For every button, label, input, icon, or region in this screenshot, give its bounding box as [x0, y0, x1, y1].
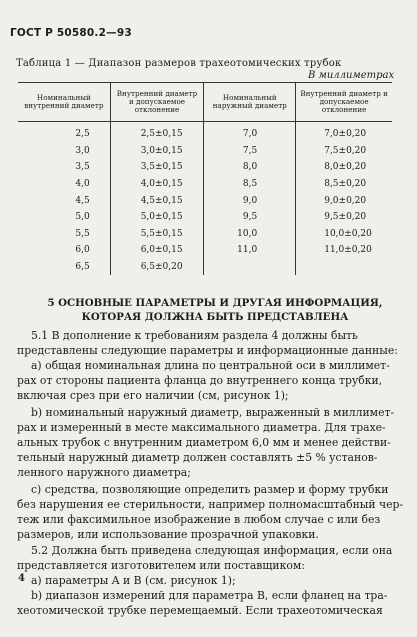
table-cell: 5,5: [75, 228, 90, 239]
table-cell: 6,5: [75, 262, 90, 273]
table-cell: 11,0±0,20: [296, 242, 392, 259]
section-heading-line: КОТОРАЯ ДОЛЖНА БЫТЬ ПРЕДСТАВЛЕНА: [81, 311, 349, 323]
text-line: с) средства, позволяющие определить размер и форму трубки: [31, 483, 389, 496]
table-row: [18, 122, 392, 143]
text-line: размеров, или использование прозрачной упаковки.: [17, 528, 319, 541]
text-line: рах от стороны пациента фланца до внутреннего конца трубки,: [17, 374, 383, 387]
table-cell: [296, 259, 392, 276]
table-cell: 5,0±0,15: [110, 209, 204, 226]
table-cell: 5,5±0,15: [110, 226, 204, 243]
table-cell: 10,0±0,20: [296, 226, 392, 243]
text-line: включая срез при его наличии (см, рисунок 1);: [17, 389, 289, 402]
paragraph-item-c: [17, 482, 404, 542]
paragraph-5-1: [17, 328, 398, 403]
text-line: представляется изготовителем или поставщиком:: [17, 559, 305, 572]
text-line: рах и измеренный в месте максимального диаметра. Для трахе-: [17, 421, 386, 434]
table-cell: 8,0±0,20: [296, 159, 392, 176]
text-line: альных трубок с внутренним диаметром 6,0 мм и менее действи-: [17, 436, 391, 449]
page-number: 4: [18, 573, 25, 584]
table-cell: 7,0±0,20: [296, 122, 392, 143]
table-cell: 9,5: [204, 209, 296, 226]
table-row: [18, 159, 392, 176]
col-header-inner-tolerance: Внутренний диаметр и допускаемое отклонение: [110, 83, 204, 122]
text-line: 5.1 В дополнение к требованиям раздела 4 должны быть: [31, 329, 358, 342]
table-row: [18, 176, 392, 193]
text-line: а) общая номинальная длина по центральной оси в миллимет-: [31, 359, 390, 372]
table-cell: [204, 259, 296, 276]
table-cell: 6,0: [75, 245, 90, 256]
paragraph-item-b: [17, 405, 395, 480]
table-cell: 4,5: [75, 195, 90, 206]
text-line: b) номинальный наружный диаметр, выраженный в миллимет-: [31, 406, 395, 419]
table-cell: 11,0: [204, 242, 296, 259]
section-heading: [40, 296, 390, 324]
text-line: теж или факсимильное изображение в любом случае с или без: [17, 513, 381, 526]
col-header-inner-tolerance-2: Внутренний диаметр и допускаемое отклонение: [296, 83, 392, 122]
table-cell: 4,5±0,15: [110, 192, 204, 209]
table-cell: 8,5±0,20: [296, 176, 392, 193]
table-cell: 8,5: [204, 176, 296, 193]
text-line: тельный наружный диаметр должен составлять ±5 % установ-: [17, 451, 378, 464]
table-cell: 2,5±0,15: [110, 122, 204, 143]
text-line: 5.2 Должна быть приведена следующая информация, если она: [31, 544, 393, 557]
text-line: ленного наружного диаметра;: [17, 466, 191, 479]
table-cell: 7,5±0,20: [296, 143, 392, 160]
table-cell: 5,0: [75, 212, 90, 223]
table-row: [18, 242, 392, 259]
table-cell: 7,0: [204, 122, 296, 143]
table-cell: 6,5±0,20: [110, 259, 204, 276]
table-cell: 10,0: [204, 226, 296, 243]
table-cell: 9,5±0,20: [296, 209, 392, 226]
paragraph-5-2: [17, 543, 395, 618]
table-cell: 6,0±0,15: [110, 242, 204, 259]
table-unit: В миллиметрах: [308, 70, 395, 81]
col-header-nominal-inner: Номинальный внутренний диаметр: [18, 83, 110, 122]
text-line: без нарушения ее стерильности, например полномасштабный чер-: [17, 498, 404, 511]
table-cell: 3,5±0,15: [110, 159, 204, 176]
doc-header: ГОСТ Р 50580.2—93: [10, 27, 132, 39]
table-cell: 3,5: [75, 162, 90, 173]
text-line: хеотомической трубке перемещаемый. Если трахеотомическая: [17, 604, 383, 617]
table-header-row: [18, 83, 392, 122]
table-cell: 7,5: [204, 143, 296, 160]
table-row: [18, 259, 392, 276]
table-row: [18, 192, 392, 209]
table-cell: 4,0: [75, 179, 90, 190]
table-cell: 3,0: [75, 145, 90, 156]
table-cell: 3,0±0,15: [110, 143, 204, 160]
text-line: b) диапазон измерений для параметра B, если фланец на тра-: [31, 589, 388, 602]
table-cell: 9,0: [204, 192, 296, 209]
text-line: а) параметры A и B (см. рисунок 1);: [31, 574, 236, 587]
table-row: [18, 209, 392, 226]
text-line: представлены следующие параметры и информационные данные:: [17, 344, 398, 357]
col-header-nominal-outer: Номинальный наружный диаметр: [204, 83, 296, 122]
section-heading-line: 5 ОСНОВНЫЕ ПАРАМЕТРЫ И ДРУГАЯ ИНФОРМАЦИЯ,: [47, 297, 383, 309]
table-cell: 4,0±0,15: [110, 176, 204, 193]
table-row: [18, 143, 392, 160]
dimensions-table: [18, 82, 392, 275]
table-cell: 2,5: [75, 129, 90, 140]
table-caption: Таблица 1 — Диапазон размеров трахеотомических трубок: [16, 58, 342, 69]
table-cell: 9,0±0,20: [296, 192, 392, 209]
table-row: [18, 226, 392, 243]
table-cell: 8,0: [204, 159, 296, 176]
